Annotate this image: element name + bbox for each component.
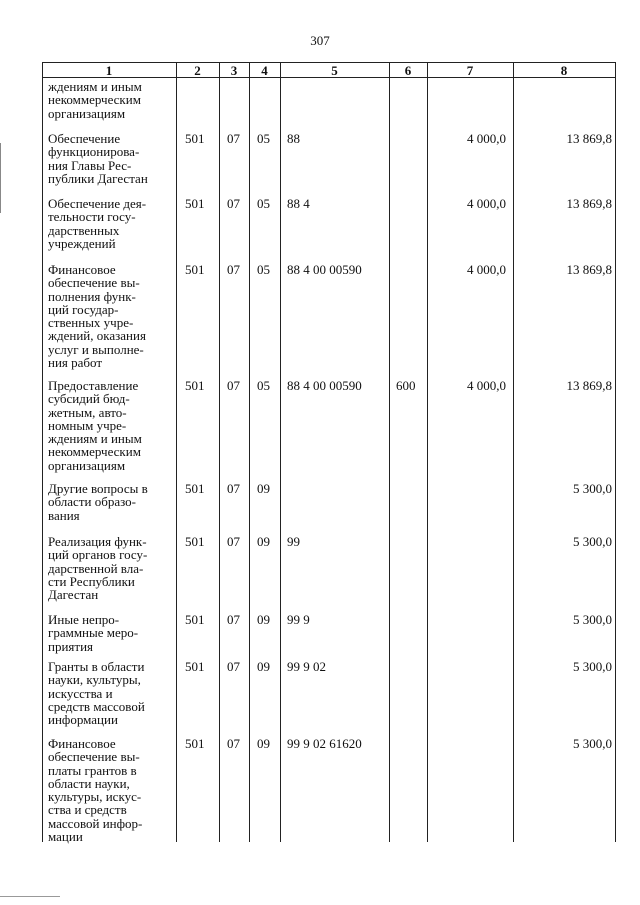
cell-code: 501 [185,736,205,751]
cell-subsection: 09 [257,612,270,627]
cell-subsection: 09 [257,534,270,549]
cell-target: 88 4 00 00590 [287,262,362,277]
scan-edge-mark [0,143,1,213]
row-name: Финансовое обеспечение вы- полнения функ- ций государ- ственных учре- ждений, оказания услуг и выполне- ния работ [48,262,146,371]
cell-section: 07 [227,534,240,549]
column-header: 7 [466,63,474,78]
cell-subsection: 09 [257,659,270,674]
row-name: Обеспечение функционирова- ния Главы Рес- публики Дагестан [48,131,148,186]
cell-target: 99 9 02 [287,659,326,674]
row-name: Другие вопросы в области образо- вания [48,481,148,523]
cell-code: 501 [185,131,205,146]
cell-section: 07 [227,131,240,146]
column-header: 6 [404,63,412,78]
cell-amount-8: 13 869,8 [566,131,612,146]
column-divider [427,62,428,842]
row-name: Гранты в области науки, культуры, искусства и средств массовой информации [48,659,145,728]
cell-amount-8: 13 869,8 [566,196,612,211]
cell-amount-8: 5 300,0 [573,659,612,674]
column-divider [389,62,390,842]
cell-target: 99 [287,534,300,549]
column-header: 8 [560,63,568,78]
cell-amount-8: 5 300,0 [573,534,612,549]
cell-target: 99 9 02 61620 [287,736,362,751]
table-top-border [42,62,616,63]
cell-section: 07 [227,378,240,393]
column-divider [249,62,250,842]
column-divider [280,62,281,842]
cell-subsection: 09 [257,481,270,496]
cell-subsection: 05 [257,262,270,277]
cell-amount-8: 5 300,0 [573,736,612,751]
column-header: 4 [261,63,268,78]
cell-amount-7: 4 000,0 [467,262,506,277]
column-header: 1 [105,63,113,78]
cell-section: 07 [227,659,240,674]
row-name: Иные непро- граммные меро- приятия [48,612,139,654]
column-header: 2 [194,63,201,78]
cell-section: 07 [227,262,240,277]
cell-target: 88 4 00 00590 [287,378,362,393]
cell-amount-8: 13 869,8 [566,262,612,277]
cell-subsection: 09 [257,736,270,751]
row-name: Предоставление субсидий бюд- жетным, авто- номным учре- ждениям и иным некоммерческим организациям [48,378,142,473]
cell-code: 501 [185,534,205,549]
row-name: Реализация функ- ций органов госу- дарственной вла- сти Республики Дагестан [48,534,148,603]
row-name: Обеспечение дея- тельности госу- дарственных учреждений [48,196,147,251]
cell-target: 88 [287,131,300,146]
column-divider [176,62,177,842]
cell-code: 501 [185,262,205,277]
cell-target: 88 4 [287,196,310,211]
cell-amount-8: 5 300,0 [573,481,612,496]
cell-section: 07 [227,736,240,751]
cell-subsection: 05 [257,378,270,393]
cell-code: 501 [185,481,205,496]
cell-type: 600 [396,378,416,393]
row-name: ждениям и иным некоммерческим организациям [48,79,142,121]
cell-amount-7: 4 000,0 [467,378,506,393]
scan-bottom-mark [0,896,60,897]
column-divider [42,62,43,842]
column-header: 3 [230,63,238,78]
cell-subsection: 05 [257,196,270,211]
cell-code: 501 [185,659,205,674]
cell-amount-8: 13 869,8 [566,378,612,393]
page-number: 307 [310,33,330,48]
column-header: 5 [331,63,338,78]
cell-code: 501 [185,612,205,627]
cell-code: 501 [185,196,205,211]
column-divider [513,62,514,842]
cell-section: 07 [227,481,240,496]
column-divider [219,62,220,842]
cell-section: 07 [227,612,240,627]
cell-amount-7: 4 000,0 [467,196,506,211]
cell-subsection: 05 [257,131,270,146]
cell-target: 99 9 [287,612,310,627]
column-divider [615,62,616,842]
cell-amount-7: 4 000,0 [467,131,506,146]
cell-section: 07 [227,196,240,211]
cell-amount-8: 5 300,0 [573,612,612,627]
cell-code: 501 [185,378,205,393]
row-name: Финансовое обеспечение вы- платы грантов в области науки, культуры, искус- ства и средств массовой инфор- мации [48,736,143,845]
